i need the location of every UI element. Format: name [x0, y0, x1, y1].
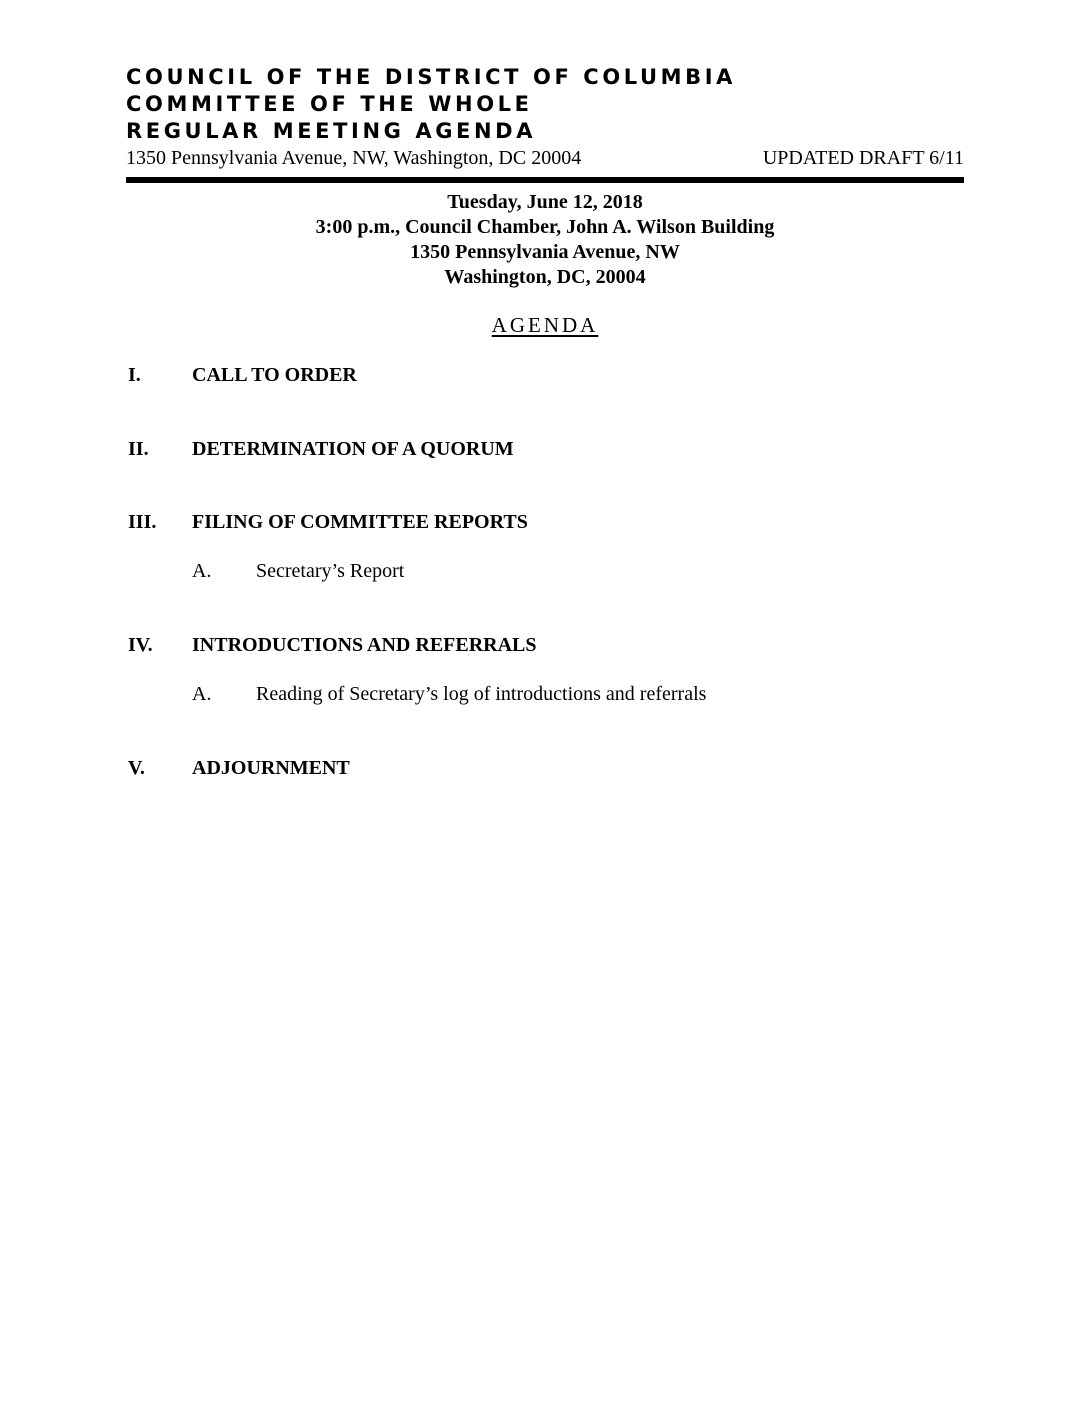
section-title: CALL TO ORDER — [192, 364, 357, 386]
section-number: IV. — [128, 634, 153, 656]
section-title: FILING OF COMMITTEE REPORTS — [192, 511, 528, 533]
committee-name: COMMITTEE OF THE WHOLE — [126, 92, 533, 116]
section-number: II. — [128, 438, 149, 460]
agenda-heading-text: AGENDA — [491, 313, 599, 337]
section-number: V. — [128, 757, 145, 779]
header-rule — [126, 177, 964, 183]
document-type: REGULAR MEETING AGENDA — [126, 119, 537, 143]
subitem-letter: A. — [192, 560, 212, 582]
document-header — [126, 64, 964, 171]
section-title: ADJOURNMENT — [192, 757, 350, 779]
meeting-city: Washington, DC, 20004 — [444, 266, 646, 288]
meeting-time-location: 3:00 p.m., Council Chamber, John A. Wilson Building — [315, 216, 775, 238]
meeting-details — [126, 190, 964, 290]
subitem-text: Reading of Secretary’s log of introductions and referrals — [256, 683, 707, 705]
address-row — [126, 145, 964, 171]
section-number: I. — [128, 364, 141, 386]
subitem-text: Secretary’s Report — [256, 560, 405, 582]
agenda-heading — [126, 312, 964, 338]
section-title: DETERMINATION OF A QUORUM — [192, 438, 514, 460]
section-title: INTRODUCTIONS AND REFERRALS — [192, 634, 537, 656]
subitem-letter: A. — [192, 683, 212, 705]
council-name: COUNCIL OF THE DISTRICT OF COLUMBIA — [126, 65, 737, 89]
section-number: III. — [128, 511, 157, 533]
meeting-street: 1350 Pennsylvania Avenue, NW — [410, 241, 680, 263]
draft-status: UPDATED DRAFT 6/11 — [762, 147, 964, 169]
council-address: 1350 Pennsylvania Avenue, NW, Washington, DC 20004 — [126, 147, 582, 169]
meeting-date: Tuesday, June 12, 2018 — [447, 191, 643, 213]
